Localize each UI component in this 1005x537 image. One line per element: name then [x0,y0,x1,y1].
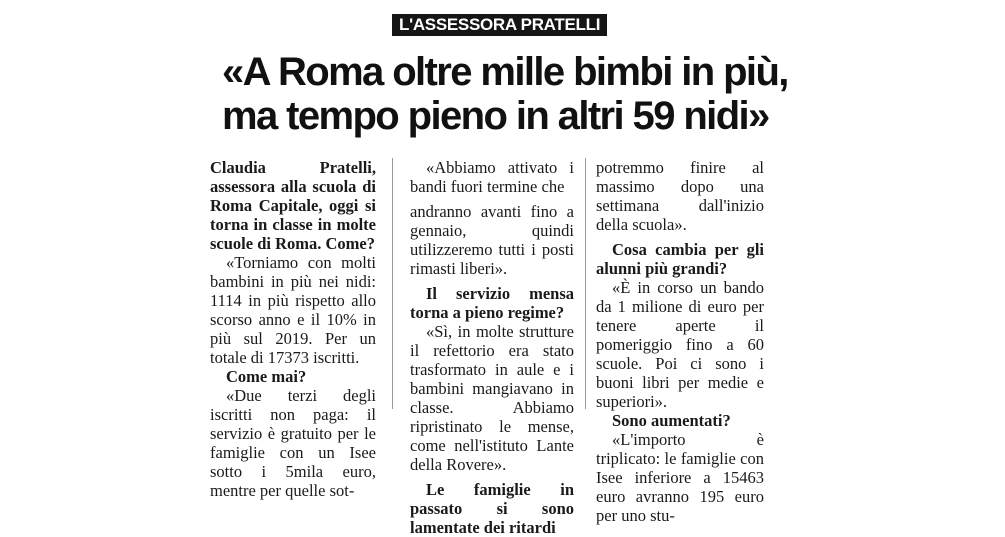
headline-line-2: ma tempo pieno in altri 59 nidi» [222,94,769,138]
interview-answer: potremmo finire al massimo dopo una settimana dall'inizio della scuola». [596,158,764,234]
text-column-3 [596,158,764,525]
interview-answer: andranno avanti fino a gennaio, quindi utilizzeremo tutti i posti rimasti liberi». [410,202,574,278]
column-divider [585,158,586,409]
interview-question: Il servizio mensa torna a pieno regime? [410,284,574,322]
interview-question: Claudia Pratelli, assessora alla scuola di Roma Capitale, oggi si torna in classe in molte scuole di Roma. Come? [210,158,376,253]
interview-question: Le famiglie in passato si sono lamentate dei ritardi [410,480,574,537]
interview-answer: «Abbiamo attivato i bandi fuori termine che [410,158,574,196]
text-column-2 [410,158,574,537]
interview-question: Cosa cambia per gli alunni più grandi? [596,240,764,278]
interview-answer: «Sì, in molte strutture il refettorio era stato trasformato in aule e i bambini mangiavano in classe. Abbiamo ripristinato le mense, come nell'istituto Lante della Rovere». [410,322,574,474]
interview-answer: «L'importo è triplicato: le famiglie con Isee inferiore a 15463 euro avranno 195 euro per uno stu- [596,430,764,525]
section-kicker: L'ASSESSORA PRATELLI [392,14,607,36]
headline-line-1: «A Roma oltre mille bimbi in più, [222,50,788,94]
column-divider [392,158,393,409]
interview-answer: «Torniamo con molti bambini in più nei nidi: 1114 in più rispetto allo scorso anno e il 10% in più sul 2019. Per un totale di 17373 iscritti. [210,253,376,367]
article-headline [222,50,788,138]
interview-question: Come mai? [226,367,307,386]
interview-question: Sono aumentati? [612,411,731,430]
interview-answer: «Due terzi degli iscritti non paga: il servizio è gratuito per le famiglie con un Isee sotto i 5mila euro, mentre per quelle sot- [210,386,376,500]
interview-answer: «È in corso un bando da 1 milione di euro per tenere aperte il pomeriggio fino a 60 scuole. Poi ci sono i buoni libri per medie e superiori». [596,278,764,411]
text-column-1 [210,158,376,500]
